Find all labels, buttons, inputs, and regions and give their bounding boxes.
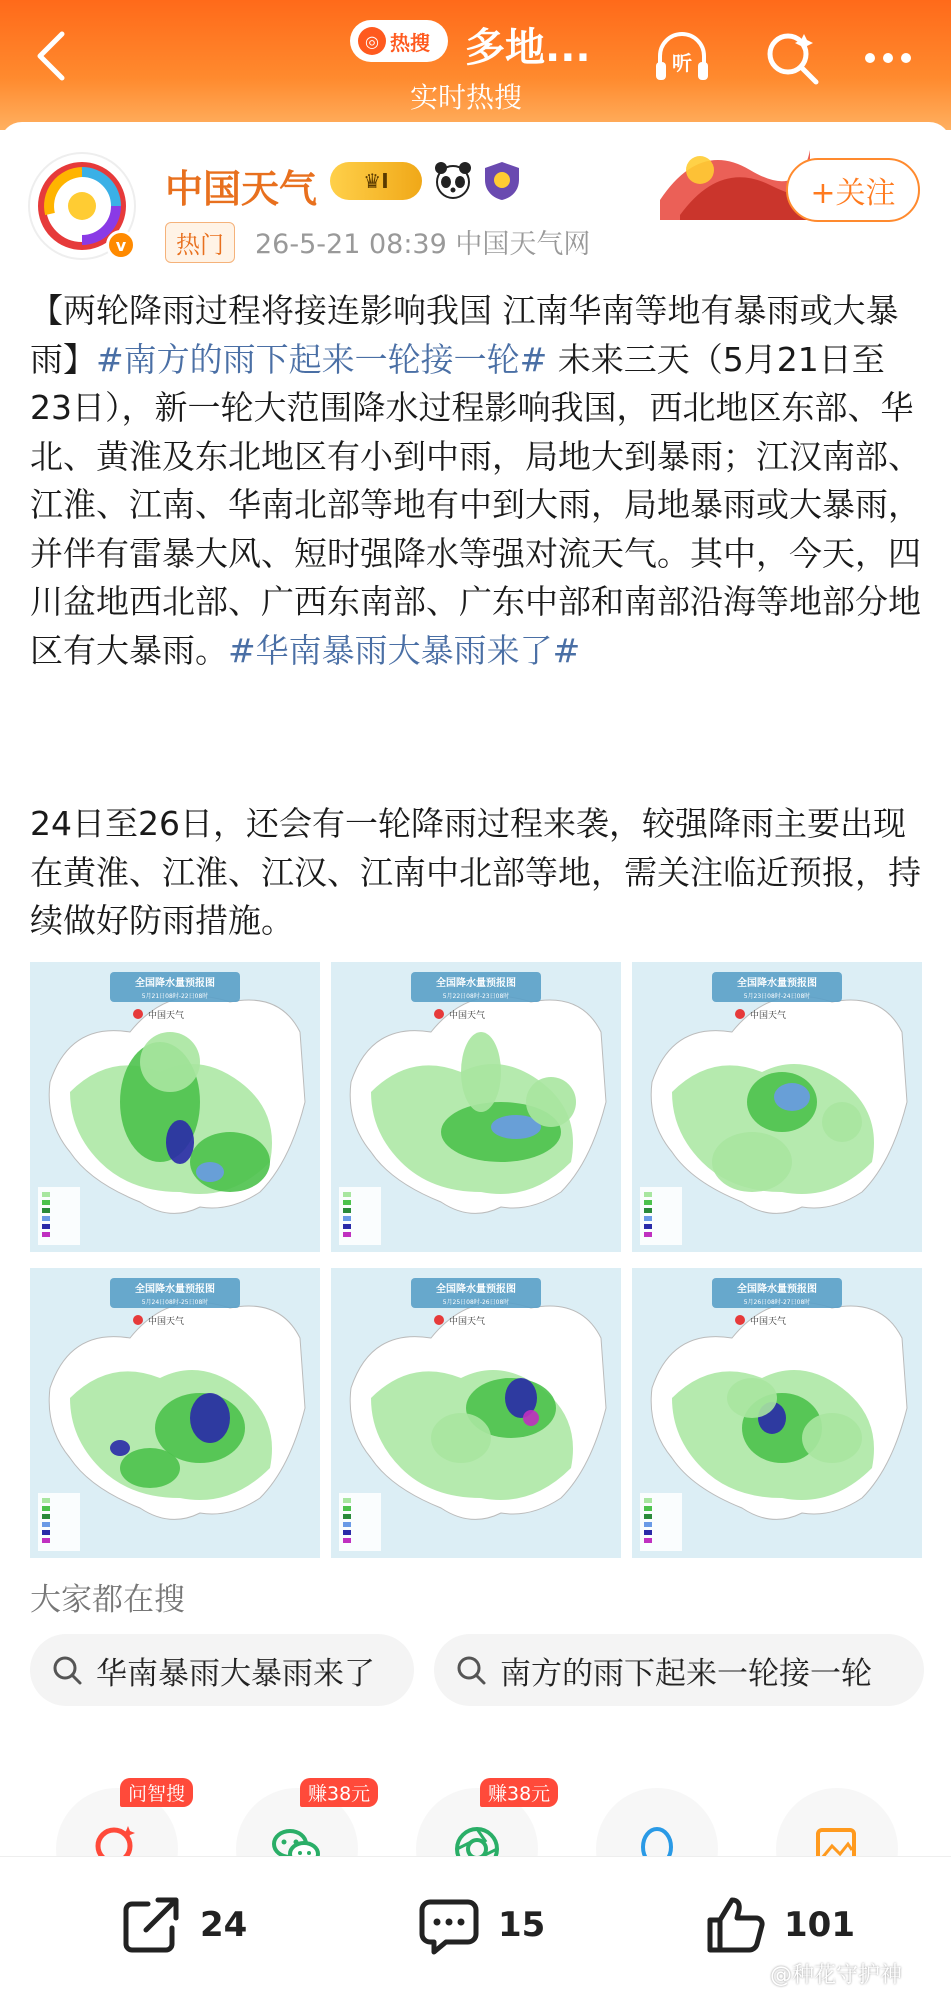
hashtag-link[interactable]: #华南暴雨大暴雨来了# [228, 630, 581, 670]
map-logo: 中国天气 [148, 1011, 185, 1021]
flame-icon: ◎ [358, 27, 386, 55]
chip-label: 华南暴雨大暴雨来了 [96, 1655, 375, 1692]
comment-icon [416, 1892, 482, 1958]
related-search-chip[interactable] [30, 1634, 414, 1706]
comment-count: 15 [498, 1905, 546, 1945]
map-title: 全国降水量预报图 [436, 978, 516, 989]
page-subtitle: 实时热搜 [410, 81, 523, 114]
share-button[interactable] [118, 1885, 247, 1965]
back-icon[interactable] [28, 26, 74, 86]
forecast-map-image[interactable] [331, 962, 621, 1252]
hashtag-link[interactable]: #南方的雨下起来一轮接一轮# [96, 339, 548, 379]
like-count: 101 [784, 1905, 855, 1945]
thumbs-up-icon [702, 1892, 768, 1958]
map-title: 全国降水量预报图 [135, 1284, 215, 1295]
map-title: 全国降水量预报图 [737, 978, 817, 989]
map-date: 5月25日08时-26日08时 [442, 1299, 510, 1306]
flag-decoration [660, 130, 810, 220]
author-name[interactable]: 中国天气 [165, 167, 318, 211]
map-title: 全国降水量预报图 [436, 1284, 516, 1295]
related-search-chip[interactable] [434, 1634, 924, 1706]
forecast-map-image[interactable] [331, 1268, 621, 1558]
search-icon [454, 1653, 488, 1687]
map-logo: 中国天气 [750, 1317, 787, 1327]
title-area [350, 10, 610, 120]
map-logo: 中国天气 [148, 1317, 185, 1327]
forecast-map-image[interactable] [632, 962, 922, 1252]
share-badge: 赚38元 [480, 1778, 558, 1807]
map-date: 5月21日08时-22日08时 [141, 993, 209, 1000]
search-icon[interactable] [760, 26, 824, 90]
comment-button[interactable] [416, 1885, 545, 1965]
share-badge: 赚38元 [300, 1778, 378, 1807]
hot-tag: 热门 [165, 222, 235, 263]
map-title: 全国降水量预报图 [737, 1284, 817, 1295]
follow-button[interactable]: +关注 [786, 158, 920, 222]
forecast-map-grid [30, 962, 922, 1558]
page-title: 多地... [465, 25, 591, 71]
share-count: 24 [200, 1905, 248, 1945]
crown-badge-icon: ♛ I [330, 162, 422, 200]
post-body [30, 287, 926, 675]
hot-search-badge [350, 20, 448, 62]
forecast-map-image[interactable] [30, 962, 320, 1252]
share-badge: 问智搜 [120, 1778, 193, 1807]
forecast-map-image[interactable] [632, 1268, 922, 1558]
map-logo: 中国天气 [750, 1011, 787, 1021]
more-icon[interactable] [856, 26, 920, 90]
forecast-map-image[interactable] [30, 1268, 320, 1558]
related-searches-title: 大家都在搜 [30, 1582, 185, 1618]
verified-badge-icon: v [106, 230, 136, 260]
listen-icon[interactable] [650, 26, 714, 90]
map-date: 5月23日08时-24日08时 [743, 993, 811, 1000]
crown-badge-label: I [381, 169, 389, 193]
map-title: 全国降水量预报图 [135, 978, 215, 989]
search-icon [50, 1653, 84, 1687]
map-logo: 中国天气 [449, 1317, 486, 1327]
map-date: 5月22日08时-23日08时 [442, 993, 510, 1000]
map-date: 5月26日08时-27日08时 [743, 1299, 811, 1306]
map-date: 5月24日08时-25日08时 [141, 1299, 209, 1306]
post-meta: 26-5-21 08:39 中国天气网 [255, 229, 591, 260]
shield-badge-icon [482, 160, 522, 202]
watermark: @种花守护神 [770, 1963, 903, 1988]
map-logo: 中国天气 [449, 1011, 486, 1021]
panda-badge-icon [432, 160, 474, 202]
post-paragraph-2: 24日至26日，还会有一轮降雨过程来袭，较强降雨主要出现在黄淮、江淮、江汉、江南中北部等地，需关注临近预报，持续做好防雨措施。 [30, 804, 921, 940]
hot-label: 热搜 [390, 30, 430, 55]
top-bar [0, 0, 951, 130]
listen-label: 听 [672, 51, 692, 75]
post-headline: 【两轮降雨过程将接连影响我国 江南华南等地有暴雨或大暴雨】 [30, 291, 899, 379]
share-icon [118, 1892, 184, 1958]
like-button[interactable] [702, 1885, 855, 1965]
chip-label: 南方的雨下起来一轮接一轮 [500, 1655, 872, 1692]
post-card [0, 122, 951, 1991]
post-paragraph: 未来三天（5月21日至23日），新一轮大范围降水过程影响我国，西北地区东部、华北、黄淮及东北地区有小到中雨，局地大到暴雨；江汉南部、江淮、江南、华南北部等地有中到大雨，局地暴雨或大暴雨，并伴有雷暴大风、短时强降水等强对流天气。其中，今天，四川盆地西北部、广西东南部、广东中部和南部沿海等地部分地区有大暴雨。 [30, 339, 921, 670]
